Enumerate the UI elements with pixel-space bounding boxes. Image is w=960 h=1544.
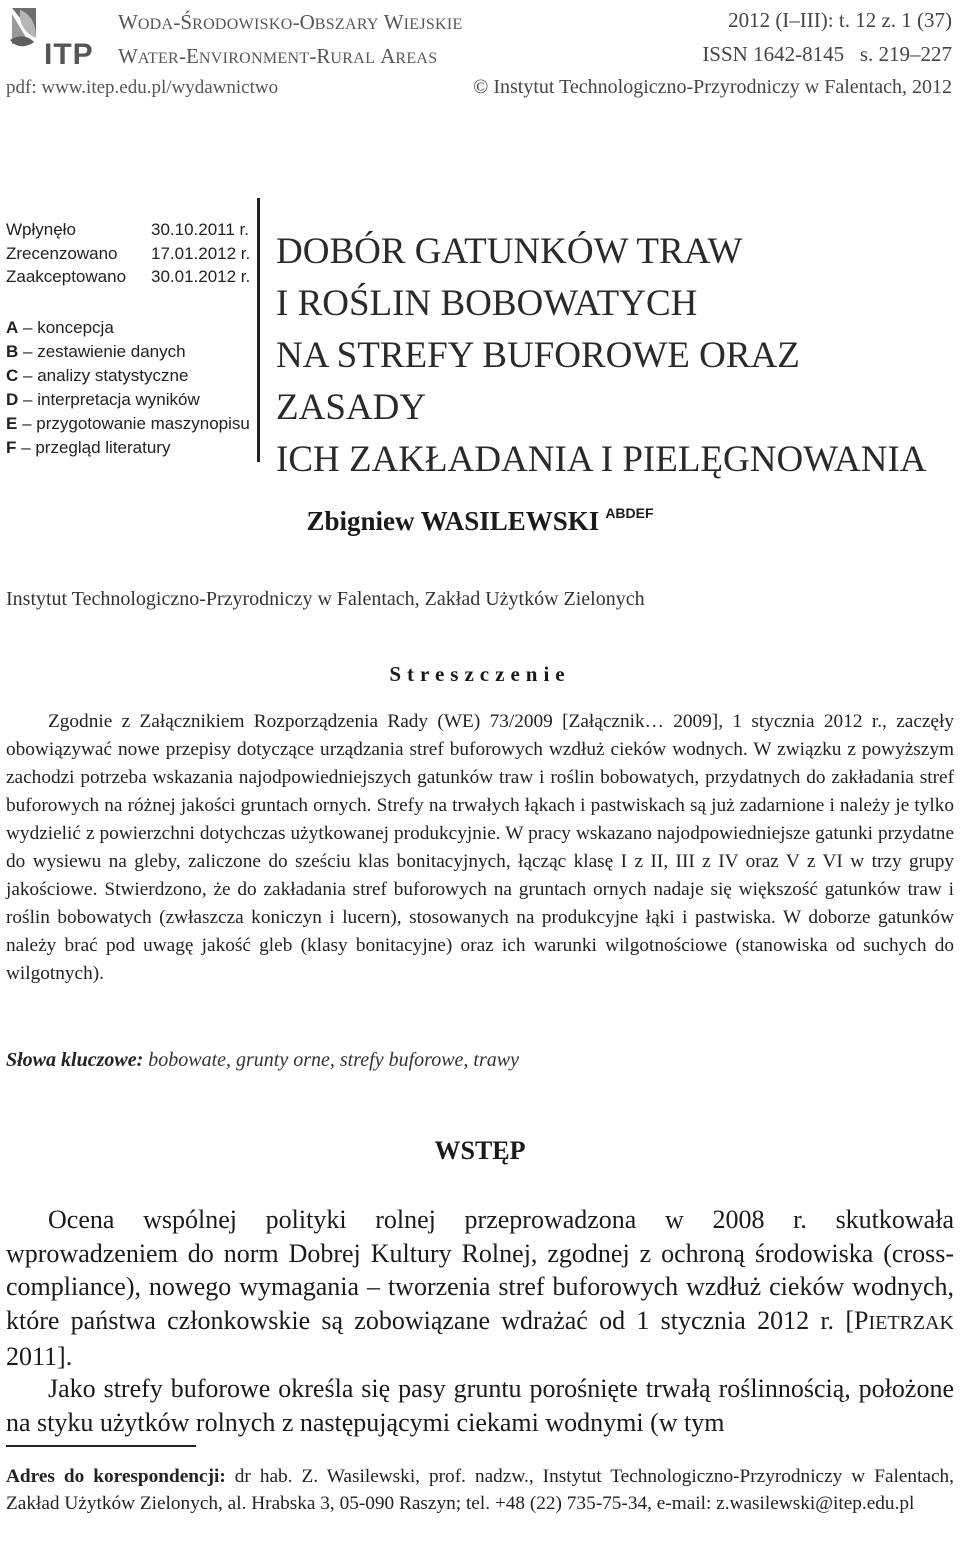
footnote-label: Adres do korespondencji: <box>6 1466 226 1487</box>
abstract-heading: Streszczenie <box>389 662 571 686</box>
contributions-list <box>6 316 250 460</box>
date-label-received: Wpłynęło <box>6 220 76 239</box>
body-paragraph: Jako strefy buforowe określa się pasy gruntu porośnięte trwałą roślinnością, położone na styku użytków rolnych z następującymi ciekami wodnymi (w tym <box>6 1374 954 1437</box>
contribution-item: B – zestawienie danych <box>6 342 186 361</box>
contribution-item: C – analizy statystyczne <box>6 366 189 385</box>
title-line: DOBÓR GATUNKÓW TRAW <box>276 231 743 272</box>
correspondence-footnote <box>6 1463 954 1517</box>
contribution-item: E – przygotowanie maszynopisu <box>6 414 250 433</box>
vertical-divider <box>257 198 260 462</box>
footnote-rule <box>6 1445 196 1447</box>
footnote-text: dr hab. Z. Wasilewski, prof. nadzw., Instytut Technologiczno-Przyrodniczy w Falentach, Zakład Użytków Zielonych, al. Hrabska 3, 05-090 Raszyn; tel. +48 (22) 735-75-34, e-mail: z.wasilewski@itep.edu.pl <box>6 1466 955 1514</box>
abstract-text: Zgodnie z Załącznikiem Rozporządzenia Rady (WE) 73/2009 [Załącznik… 2009], 1 stycznia 2012 r., zaczęły obowiązywać nowe przepisy dotyczące urządzania stref buforowych wzdłuż cieków wodnych. W związku z powyższym zachodzi potrzeba wskazania najodpowiedniejszych gatunków traw i roślin bobowatych, przydatnych do zakładania stref buforowych na różnej jakości gruntach ornych. Strefy na trwałych łąkach i pastwiskach są już zadarnione i należy je tylko wydzielić z powierzchni dotychczas użytkowanej produkcyjnie. W pracy wskazano najodpowiedniejsze gatunki przydatne do wysiewu na gleby, zaliczone do sześciu klas bonitacyjnych, łącząc klasę I z II, III z IV oraz V z VI w trzy grupy jakościowe. Stwierdzono, że do zakładania stref buforowych na gruntach ornych nadaje się większość gatunków traw i roślin bobowatych (zwłaszcza koniczyn i lucern), stosowanych na produkcyjne łąki i pastwiska. W doborze gatunków należy brać pod uwagę jakość gleb (klasy bonitacyjne) oraz ich warunki wilgotnościowe (stanowiska od suchych do wilgotnych). <box>6 711 954 984</box>
pdf-link[interactable]: pdf: www.itep.edu.pl/wydawnictwo <box>6 77 279 98</box>
issue-info: 2012 (I–III): t. 12 z. 1 (37) <box>728 8 952 32</box>
date-value-reviewed: 17.01.2012 r. <box>151 244 251 263</box>
contribution-item: A – koncepcja <box>6 318 114 337</box>
journal-title-pl: WODA-ŚRODOWISKO-OBSZARY WIEJSKIE <box>118 10 463 34</box>
journal-title-en: WATER-ENVIRONMENT-RURAL AREAS <box>118 44 438 68</box>
issn-pages: ISSN 1642-8145 s. 219–227 <box>702 42 952 66</box>
keywords-list: bobowate, grunty orne, strefy buforowe, trawy <box>148 1049 519 1071</box>
article-title <box>276 226 956 486</box>
title-line: I ROŚLIN BOBOWATYCH <box>276 283 698 324</box>
copyright: © Instytut Technologiczno-Przyrodniczy w Falentach, 2012 <box>473 76 952 98</box>
date-label-reviewed: Zrecenzowano <box>6 244 118 263</box>
keywords <box>6 1049 519 1072</box>
title-line: NA STREFY BUFOROWE ORAZ ZASADY <box>276 335 800 428</box>
affiliation: Instytut Technologiczno-Przyrodniczy w Falentach, Zakład Użytków Zielonych <box>6 588 645 610</box>
body-paragraph: Ocena wspólnej polityki rolnej przeprowadzona w 2008 r. skutkowała wprowadzeniem do norm Dobrej Kultury Rolnej, zgodnej z ochroną środowiska (cross-compliance), nowego wymagania – tworzenia stref buforowych wzdłuż cieków wodnych, które państwa członkowskie są zobowiązane wdrażać od 1 stycznia 2012 r. [PIETRZAK 2011]. <box>6 1205 954 1371</box>
itp-logo <box>6 4 106 71</box>
author <box>0 505 960 537</box>
date-value-accepted: 30.01.2012 r. <box>151 267 251 286</box>
date-value-received: 30.10.2011 r. <box>151 220 249 239</box>
section-heading: WSTĘP <box>434 1136 526 1165</box>
logo-text: ITP <box>44 38 94 71</box>
title-line: ICH ZAKŁADANIA I PIELĘGNOWANIA <box>276 439 927 480</box>
keywords-label: Słowa kluczowe: <box>6 1049 144 1071</box>
date-label-accepted: Zaakceptowano <box>6 267 127 286</box>
author-name: Zbigniew WASILEWSKI <box>306 506 600 536</box>
contribution-item: D – interpretacja wyników <box>6 390 200 409</box>
author-roles: ABDEF <box>605 505 654 521</box>
contribution-item: F – przegląd literatury <box>6 438 171 457</box>
